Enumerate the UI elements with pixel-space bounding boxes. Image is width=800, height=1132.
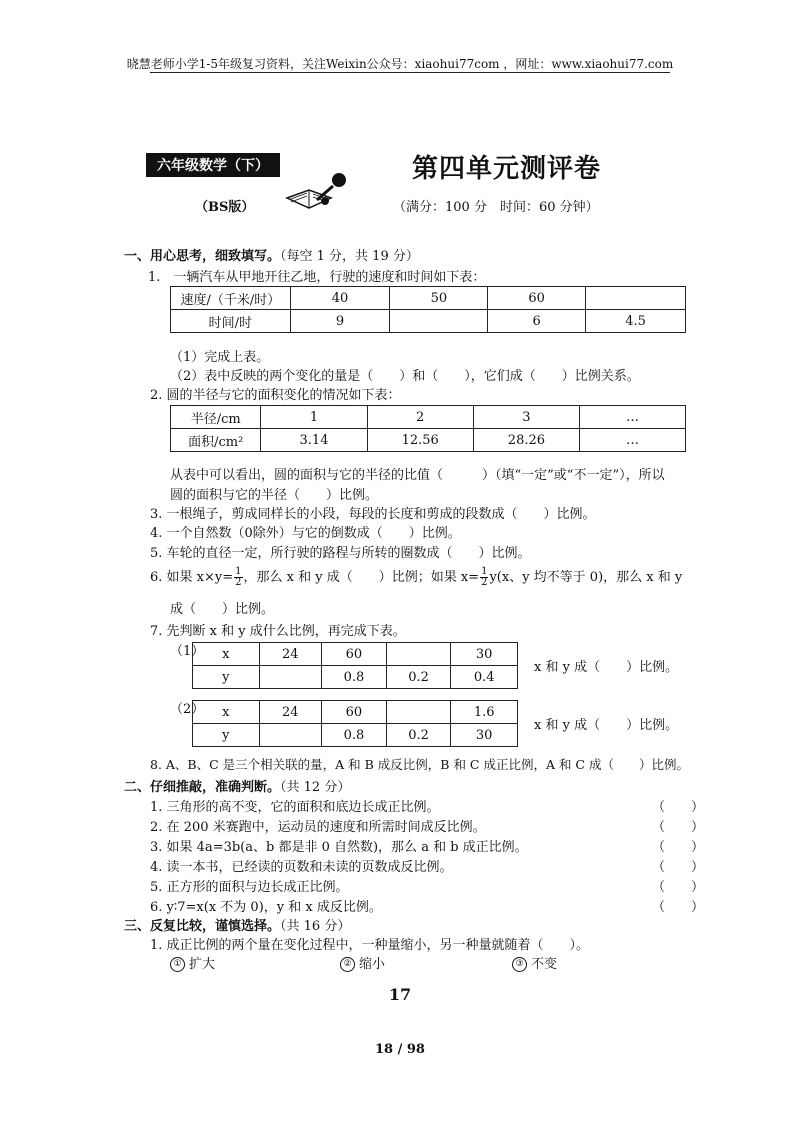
question-8: 8. A、B、C 是三个相关联的量，A 和 B 成反比例，B 和 C 成正比例，A 和 C 成（ ）比例。 <box>150 757 689 772</box>
question-1-sub1: （1）完成上表。 <box>170 350 270 365</box>
judge-item: 2. 在 200 米赛跑中，运动员的速度和所需时间成反比例。 <box>150 820 486 835</box>
header-watermark: 晓慧老师小学1-5年级复习资料，关注Weixin公众号：xiaohui77com ，网址：www.xiaohui77.com <box>126 57 674 71</box>
option-marker: ② <box>340 957 355 972</box>
radius-area-table <box>170 405 686 452</box>
question-1-sub2: （2）表中反映的两个变化的量是（ ）和（ ），它们成（ ）比例关系。 <box>170 369 640 384</box>
choice-question-1: 1. 成正比例的两个量在变化过程中，一种量缩小，另一种量就随着（ ）。 <box>150 938 590 953</box>
table-row: 面积/cm² 3.14 12.56 28.26 … <box>171 429 686 452</box>
question-7-label-2: （2） <box>170 702 205 717</box>
question-7-label-1: （1） <box>170 644 205 659</box>
section-3-heading: 三、反复比较，谨慎选择。（共 16 分） <box>124 919 351 934</box>
judge-item: 6. y∶7=x(x 不为 0)，y 和 x 成反比例。 <box>150 900 382 915</box>
option-marker: ① <box>170 957 185 972</box>
fraction: $\frac{1}{2}$ <box>481 566 488 588</box>
table-row: x 24 60 30 <box>193 643 518 666</box>
book-pencil-icon <box>283 168 355 212</box>
question-4: 4. 一个自然数（0除外）与它的倒数成（ ）比例。 <box>150 526 461 541</box>
answer-bracket[interactable]: （ ） <box>652 880 705 895</box>
option-3[interactable]: ③ 不变 <box>512 953 557 972</box>
question-7-answer-1: x 和 y 成（ ）比例。 <box>534 660 679 675</box>
option-1[interactable]: ① 扩大 <box>170 953 215 972</box>
question-2-line2: 圆的面积与它的半径（ ）比例。 <box>170 488 379 503</box>
option-marker: ③ <box>512 957 527 972</box>
page-count: 18 / 98 <box>375 1042 425 1057</box>
question-7-text: 7. 先判断 x 和 y 成什么比例，再完成下表。 <box>150 624 406 639</box>
question-5: 5. 车轮的直径一定，所行驶的路程与所转的圈数成（ ）比例。 <box>150 546 531 561</box>
answer-bracket[interactable]: （ ） <box>652 860 705 875</box>
answer-bracket[interactable]: （ ） <box>652 840 705 855</box>
page-title: 第四单元测评卷 <box>412 154 602 184</box>
section-1-heading: 一、用心思考，细致填写。（每空 1 分，共 19 分） <box>124 249 419 264</box>
grade-badge: 六年级数学（下） <box>146 153 280 177</box>
judge-item: 1. 三角形的高不变，它的面积和底边长成正比例。 <box>150 800 440 815</box>
question-6-line1: 6. 如果 x×y= $\frac{1}{2}$ ，那么 x 和 y 成（ ）比例；如果 x= $\frac{1}{2}$ y(x、y 均不等于 0)，那么 x 和 y <box>150 566 683 588</box>
question-1-text: 1. 一辆汽车从甲地开往乙地，行驶的速度和时间如下表： <box>148 270 486 285</box>
table-row: 速度/（千米/时） 40 50 60 <box>171 287 686 310</box>
table-row: y 0.8 0.2 0.4 <box>193 666 518 689</box>
question-7-answer-2: x 和 y 成（ ）比例。 <box>534 718 679 733</box>
section-2-heading: 二、仔细推敲，准确判断。（共 12 分） <box>124 780 351 795</box>
question-2-line1: 从表中可以看出，圆的面积与它的半径的比值（ ）（填“一定”或“不一定”），所以 <box>170 468 665 483</box>
answer-bracket[interactable]: （ ） <box>652 800 705 815</box>
xy-table-1 <box>192 642 518 689</box>
table-row: y 0.8 0.2 30 <box>193 724 518 747</box>
table-row: x 24 60 1.6 <box>193 701 518 724</box>
speed-time-table <box>170 286 686 333</box>
option-2[interactable]: ② 缩小 <box>340 953 385 972</box>
page-number: 17 <box>388 985 412 1004</box>
question-3: 3. 一根绳子，剪成同样长的小段，每段的长度和剪成的段数成（ ）比例。 <box>150 507 596 522</box>
exam-info: （满分：100 分 时间：60 分钟） <box>393 200 599 215</box>
judge-item: 5. 正方形的面积与边长成正比例。 <box>150 880 349 895</box>
question-2-text: 2. 圆的半径与它的面积变化的情况如下表： <box>150 388 401 403</box>
header-divider <box>150 72 670 73</box>
xy-table-2 <box>192 700 518 747</box>
answer-bracket[interactable]: （ ） <box>652 900 705 915</box>
fraction: $\frac{1}{2}$ <box>235 566 242 588</box>
judge-item: 4. 读一本书，已经读的页数和未读的页数成反比例。 <box>150 860 453 875</box>
table-row: 半径/cm 1 2 3 … <box>171 406 686 429</box>
question-6-line2: 成（ ）比例。 <box>170 602 275 617</box>
table-row: 时间/时 9 6 4.5 <box>171 310 686 333</box>
answer-bracket[interactable]: （ ） <box>652 820 705 835</box>
edition-label: （BS版） <box>195 200 255 215</box>
judge-item: 3. 如果 4a=3b(a、b 都是非 0 自然数)，那么 a 和 b 成正比例。 <box>150 840 528 855</box>
